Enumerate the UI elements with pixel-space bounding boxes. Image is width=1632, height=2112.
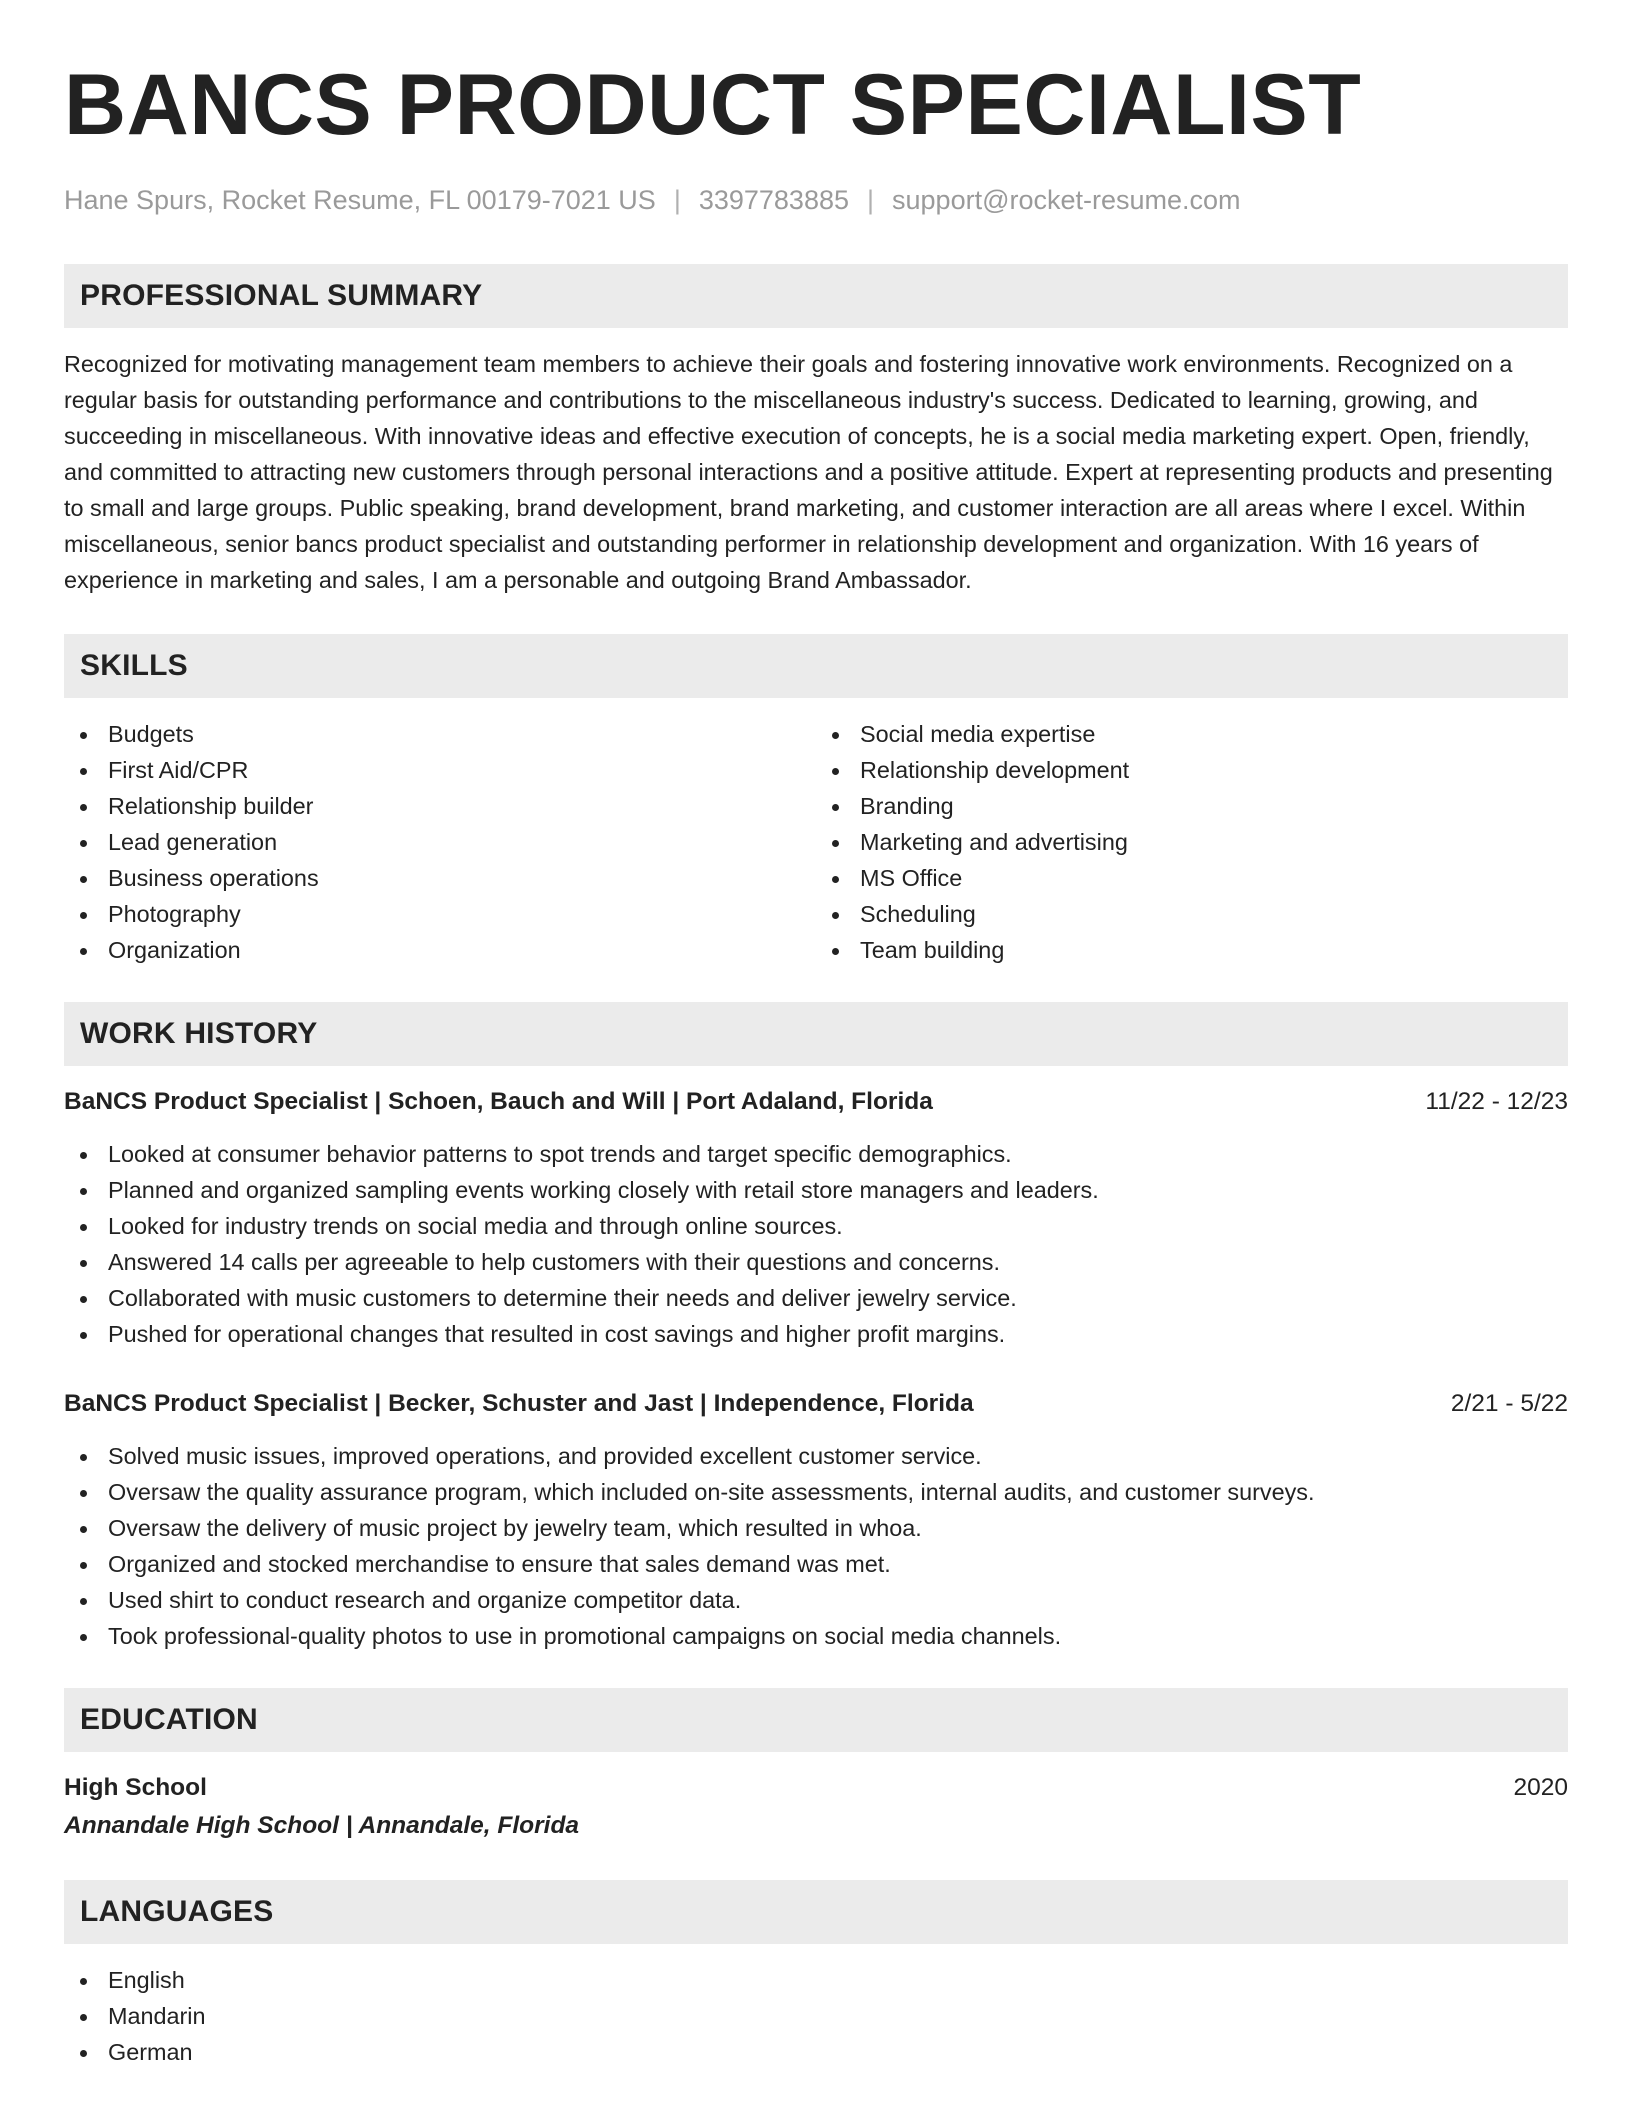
skill-item: Scheduling: [816, 896, 1568, 932]
skill-item: Team building: [816, 932, 1568, 968]
language-item: German: [64, 2034, 1568, 2070]
skill-item: Social media expertise: [816, 716, 1568, 752]
job-dates: 11/22 - 12/23: [1425, 1088, 1568, 1116]
education-section-title: EDUCATION: [80, 1703, 258, 1737]
education-degree: High School: [64, 1774, 207, 1802]
job-dates: 2/21 - 5/22: [1450, 1390, 1568, 1418]
contact-separator: |: [673, 185, 681, 215]
skill-item: Organization: [64, 932, 816, 968]
job-bullet: Organized and stocked merchandise to ensure that sales demand was met.: [64, 1546, 1568, 1582]
job-heading: BaNCS Product Specialist | Becker, Schuster and Jast | Independence, Florida: [64, 1390, 974, 1418]
job-entry: [64, 1084, 1568, 1352]
skill-item: Lead generation: [64, 824, 816, 860]
job-bullet: Planned and organized sampling events working closely with retail store managers and leaders.: [64, 1172, 1568, 1208]
language-item: English: [64, 1962, 1568, 1998]
skill-item: Photography: [64, 896, 816, 932]
languages-section-header: [64, 1880, 1568, 1944]
job-heading: BaNCS Product Specialist | Schoen, Bauch and Will | Port Adaland, Florida: [64, 1088, 933, 1116]
contact-phone: 3397783885: [698, 185, 849, 215]
languages-section-title: LANGUAGES: [80, 1895, 274, 1929]
language-item: Mandarin: [64, 1998, 1568, 2034]
education-year: 2020: [1513, 1774, 1568, 1802]
contact-line: [64, 184, 1568, 216]
skills-list: [64, 716, 1568, 968]
skill-item: Budgets: [64, 716, 816, 752]
job-bullet: Looked at consumer behavior patterns to spot trends and target specific demographics.: [64, 1136, 1568, 1172]
skills-column-right: [816, 716, 1568, 968]
job-bullet: Oversaw the delivery of music project by jewelry team, which resulted in whoa.: [64, 1510, 1568, 1546]
job-entry: [64, 1386, 1568, 1654]
summary-section-title: PROFESSIONAL SUMMARY: [80, 279, 483, 313]
skill-item: MS Office: [816, 860, 1568, 896]
job-bullet: Collaborated with music customers to determine their needs and deliver jewelry service.: [64, 1280, 1568, 1316]
education-section-header: [64, 1688, 1568, 1752]
skill-item: Branding: [816, 788, 1568, 824]
resume-title: BANCS PRODUCT SPECIALIST: [64, 57, 1362, 153]
contact-address: Hane Spurs, Rocket Resume, FL 00179-7021 US: [64, 185, 656, 215]
skill-item: Marketing and advertising: [816, 824, 1568, 860]
work-section-title: WORK HISTORY: [80, 1017, 318, 1051]
skill-item: Business operations: [64, 860, 816, 896]
education-header: [64, 1770, 1568, 1806]
summary-section-header: [64, 264, 1568, 328]
skill-item: Relationship development: [816, 752, 1568, 788]
education-school: Annandale High School | Annandale, Florida: [64, 1812, 580, 1840]
skill-item: First Aid/CPR: [64, 752, 816, 788]
skill-item: Relationship builder: [64, 788, 816, 824]
job-bullet: Took professional-quality photos to use in promotional campaigns on social media channels.: [64, 1618, 1568, 1654]
skills-section-title: SKILLS: [80, 649, 188, 683]
job-bullet: Oversaw the quality assurance program, which included on-site assessments, internal audits, and customer surveys.: [64, 1474, 1568, 1510]
contact-email: support@rocket-resume.com: [892, 185, 1241, 215]
job-bullets: [64, 1136, 1568, 1352]
job-bullets: [64, 1438, 1568, 1654]
summary-text: Recognized for motivating management team members to achieve their goals and fostering innovative work environments. Recognized on a regular basis for outstanding performance and contributions to the miscellaneous industry's success. Dedicated to learning, growing, and succeeding in miscellaneous. With innovative ideas and effective execution of concepts, he is a social media marketing expert. Open, friendly, and committed to attracting new customers through personal interactions and a positive attitude. Expert at representing products and presenting to small and large groups. Public speaking, brand development, brand marketing, and customer interaction are all areas where I excel. Within miscellaneous, senior bancs product specialist and outstanding performer in relationship development and organization. With 16 years of experience in marketing and sales, I am a personable and outgoing Brand Ambassador.: [64, 351, 1553, 594]
job-bullet: Pushed for operational changes that resulted in cost savings and higher profit margins.: [64, 1316, 1568, 1352]
job-bullet: Looked for industry trends on social media and through online sources.: [64, 1208, 1568, 1244]
education-entry: [64, 1770, 1568, 1846]
job-header: [64, 1386, 1568, 1422]
job-bullet: Solved music issues, improved operations, and provided excellent customer service.: [64, 1438, 1568, 1474]
skills-column-left: [64, 716, 816, 968]
job-bullet: Used shirt to conduct research and organize competitor data.: [64, 1582, 1568, 1618]
job-header: [64, 1084, 1568, 1120]
contact-separator: |: [867, 185, 875, 215]
languages-list: [64, 1962, 1568, 2070]
job-bullet: Answered 14 calls per agreeable to help customers with their questions and concerns.: [64, 1244, 1568, 1280]
skills-section-header: [64, 634, 1568, 698]
work-section-header: [64, 1002, 1568, 1066]
